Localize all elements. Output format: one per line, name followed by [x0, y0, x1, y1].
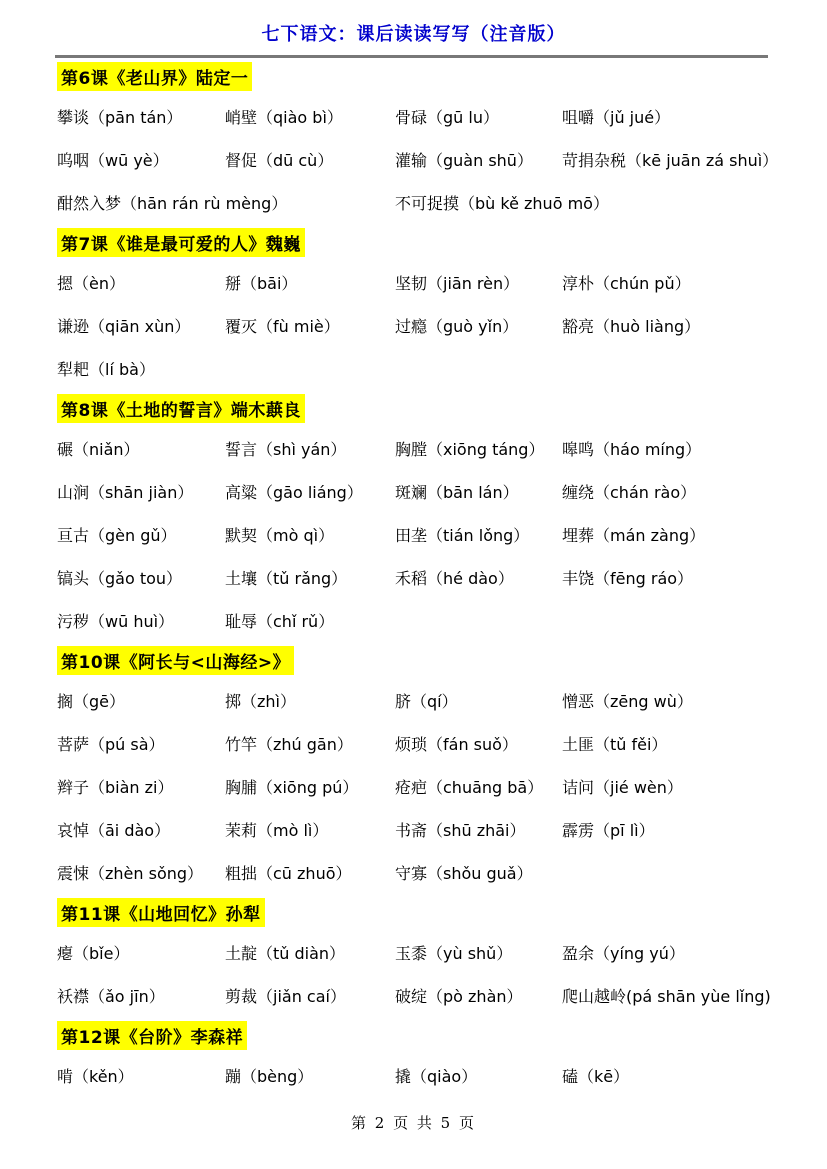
vocab-entry: 嗥鸣（háo míng） — [562, 440, 702, 459]
vocab-entry: 脐（qí） — [395, 692, 458, 711]
word-row — [57, 556, 770, 599]
vocab-entry: 丰饶（fēng ráo） — [562, 569, 694, 588]
word-row — [57, 765, 770, 808]
vocab-entry: 啃（kěn） — [57, 1067, 134, 1086]
vocab-entry: 耻辱（chǐ rǔ） — [225, 612, 335, 631]
section-header-row — [57, 390, 770, 427]
word-row — [57, 347, 770, 390]
vocab-entry: 盈余（yíng yú） — [562, 944, 685, 963]
word-row — [57, 138, 779, 181]
vocab-entry: 污秽（wū huì） — [57, 612, 175, 631]
vocab-entry: 磕（kē） — [562, 1067, 630, 1086]
vocab-entry: 碾（niǎn） — [57, 440, 140, 459]
vocab-section — [57, 1017, 770, 1097]
word-row — [57, 722, 770, 765]
word-row — [57, 851, 770, 894]
vocab-entry: 粗拙（cū zhuō） — [225, 864, 352, 883]
vocab-entry: 斑斓（bān lán） — [395, 483, 519, 502]
vocab-entry: 不可捉摸（bù kě zhuō mō） — [395, 194, 609, 213]
word-row — [57, 513, 770, 556]
vocab-entry: 憎恶（zēng wù） — [562, 692, 693, 711]
vocab-entry: 疮疤（chuāng bā） — [395, 778, 544, 797]
vocab-entry: 禾稻（hé dào） — [395, 569, 514, 588]
vocab-entry: 掰（bāi） — [225, 274, 298, 293]
word-row — [57, 181, 770, 224]
vocab-section — [57, 224, 770, 390]
vocab-entry: 胸膛（xiōng táng） — [395, 440, 545, 459]
word-row — [57, 931, 770, 974]
section-header-row — [57, 1017, 770, 1054]
vocab-entry: 亘古（gèn gǔ） — [57, 526, 177, 545]
vocab-entry: 誓言（shì yán） — [225, 440, 347, 459]
vocab-entry: 袄襟（ǎo jīn） — [57, 987, 165, 1006]
vocab-entry: 瘪（bǐe） — [57, 944, 130, 963]
word-row — [57, 1054, 770, 1097]
page-title: 七下语文：课后读读写写（注音版） — [261, 24, 566, 45]
vocab-entry: 摁（èn） — [57, 274, 125, 293]
vocab-entry: 覆灭（fù miè） — [225, 317, 340, 336]
vocab-entry: 竹竿（zhú gān） — [225, 735, 353, 754]
section-header-row — [57, 894, 770, 931]
vocab-entry: 埋葬（mán zàng） — [562, 526, 706, 545]
vocab-content — [57, 58, 779, 1097]
vocab-entry: 玉黍（yù shǔ） — [395, 944, 513, 963]
word-row — [57, 599, 770, 642]
vocab-entry: 书斋（shū zhāi） — [395, 821, 526, 840]
vocab-entry: 震悚（zhèn sǒng） — [57, 864, 204, 883]
vocab-entry: 茉莉（mò lì） — [225, 821, 329, 840]
page-number: 第 2 页 共 5 页 — [351, 1114, 476, 1132]
vocab-entry: 土靛（tǔ diàn） — [225, 944, 346, 963]
vocab-entry: 诘问（jié wèn） — [562, 778, 683, 797]
vocab-entry: 哀悼（āi dào） — [57, 821, 171, 840]
section-title: 第7课《谁是最可爱的人》魏巍 — [57, 228, 305, 257]
word-row — [57, 427, 770, 470]
vocab-entry: 撬（qiào） — [395, 1067, 478, 1086]
vocab-entry: 骨碌（gū lu） — [395, 108, 499, 127]
vocab-entry: 破绽（pò zhàn） — [395, 987, 523, 1006]
word-row — [57, 261, 770, 304]
section-title: 第6课《老山界》陆定一 — [57, 62, 252, 91]
vocab-entry: 田垄（tián lǒng） — [395, 526, 530, 545]
vocab-entry: 苛捐杂税（kē juān zá shuì） — [562, 151, 779, 170]
vocab-entry: 守寡（shǒu guǎ） — [395, 864, 533, 883]
vocab-entry: 豁亮（huò liàng） — [562, 317, 701, 336]
vocab-entry: 灌输（guàn shū） — [395, 151, 533, 170]
vocab-entry: 烦琐（fán suǒ） — [395, 735, 518, 754]
vocab-section — [57, 894, 770, 1017]
word-row — [57, 679, 770, 722]
vocab-entry: 坚韧（jiān rèn） — [395, 274, 520, 293]
section-title: 第8课《土地的誓言》端木蕻良 — [57, 394, 305, 423]
vocab-entry: 搁（gē） — [57, 692, 126, 711]
vocab-entry: 土匪（tǔ fěi） — [562, 735, 668, 754]
vocab-entry: 霹雳（pī lì） — [562, 821, 655, 840]
word-row — [57, 808, 770, 851]
vocab-entry: 爬山越岭(pá shān yùe lǐng) — [562, 987, 771, 1006]
section-header-row — [57, 642, 770, 679]
vocab-entry: 镐头（gǎo tou） — [57, 569, 183, 588]
vocab-section — [57, 642, 770, 894]
vocab-entry: 攀谈（pān tán） — [57, 108, 183, 127]
vocab-entry: 掷（zhì） — [225, 692, 296, 711]
vocab-entry: 峭壁（qiào bì） — [225, 108, 343, 127]
vocab-entry: 高粱（gāo liáng） — [225, 483, 363, 502]
section-title: 第11课《山地回忆》孙犁 — [57, 898, 265, 927]
vocab-entry: 缠绕（chán rào） — [562, 483, 697, 502]
vocab-section — [57, 390, 770, 642]
vocab-entry: 犁耙（lí bà） — [57, 360, 155, 379]
vocab-entry: 淳朴（chún pǔ） — [562, 274, 691, 293]
section-title: 第12课《台阶》李森祥 — [57, 1021, 247, 1050]
vocab-entry: 呜咽（wū yè） — [57, 151, 169, 170]
section-header-row — [57, 58, 770, 95]
vocab-entry: 默契（mò qì） — [225, 526, 335, 545]
vocab-entry: 蹦（bèng） — [225, 1067, 314, 1086]
section-title: 第10课《阿长与<山海经>》 — [57, 646, 294, 675]
section-header-row — [57, 224, 770, 261]
vocab-entry: 土壤（tǔ rǎng） — [225, 569, 348, 588]
word-row — [57, 470, 770, 513]
vocab-entry: 剪裁（jiǎn caí） — [225, 987, 346, 1006]
word-row — [57, 95, 770, 138]
vocab-entry: 过瘾（guò yǐn） — [395, 317, 519, 336]
vocab-entry: 咀嚼（jǔ jué） — [562, 108, 671, 127]
vocab-entry: 酣然入梦（hān rán rù mèng） — [57, 194, 288, 213]
word-row — [57, 304, 770, 347]
vocab-entry: 督促（dū cù） — [225, 151, 334, 170]
vocab-section — [57, 58, 779, 224]
vocab-entry: 胸脯（xiōng pú） — [225, 778, 359, 797]
word-row — [57, 974, 770, 1017]
vocab-entry: 山涧（shān jiàn） — [57, 483, 194, 502]
vocab-entry: 谦逊（qiān xùn） — [57, 317, 191, 336]
vocab-entry: 辫子（biàn zi） — [57, 778, 174, 797]
vocab-entry: 菩萨（pú sà） — [57, 735, 165, 754]
